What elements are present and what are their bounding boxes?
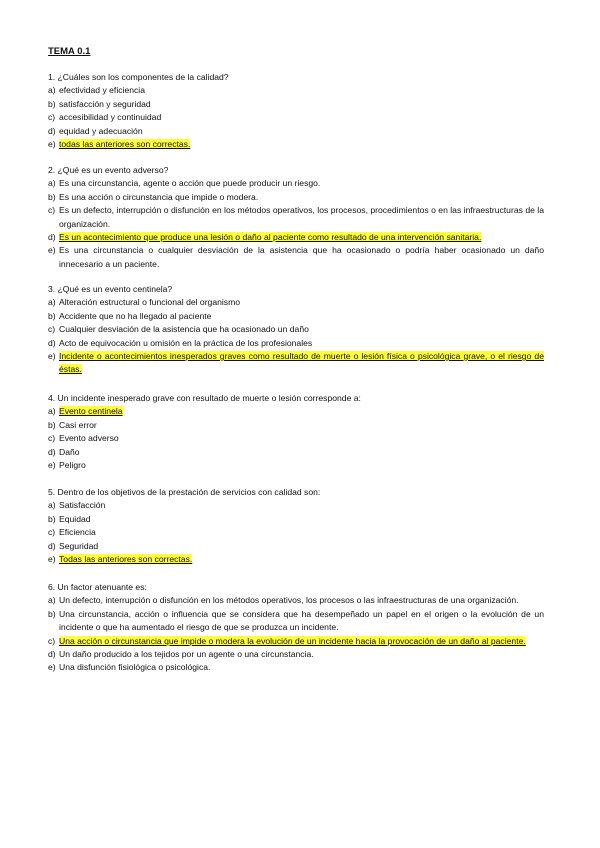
option-letter: b) — [48, 513, 56, 524]
option-b — [48, 310, 544, 323]
option-d — [48, 231, 544, 244]
question-5 — [48, 486, 544, 566]
option-text: Eficiencia — [59, 527, 96, 538]
option-c — [48, 323, 544, 336]
option-text: Un daño producido a los tejidos por un agente o una circunstancia. — [59, 649, 314, 660]
question-text: 2. ¿Qué es un evento adverso? — [48, 165, 169, 175]
option-letter: c) — [48, 635, 56, 646]
option-letter: c) — [48, 112, 56, 123]
option-letter: b) — [48, 98, 56, 109]
question-6 — [48, 581, 544, 675]
option-letter: b) — [48, 310, 56, 321]
option-d — [48, 125, 544, 138]
option-letter: a) — [48, 500, 56, 511]
option-text-correct: todas las anteriores son correctas. — [59, 139, 191, 150]
option-letter: e) — [48, 351, 56, 362]
option-a — [48, 499, 544, 512]
option-e — [48, 553, 544, 566]
option-letter: a) — [48, 297, 56, 308]
option-letter: e) — [48, 662, 56, 673]
question-1 — [48, 71, 544, 151]
option-text: Cualquier desviación de la asistencia que ha ocasionado un daño — [59, 324, 309, 335]
option-text: Peligro — [59, 460, 86, 471]
option-text-correct: Todas las anteriores son correctas. — [59, 554, 193, 565]
option-text: Seguridad — [59, 540, 99, 551]
question-text: 5. Dentro de los objetivos de la prestación de servicios con calidad son: — [48, 487, 321, 497]
question-2 — [48, 164, 544, 271]
option-text: equidad y adecuación — [59, 125, 143, 136]
option-letter: d) — [48, 125, 56, 136]
option-e — [48, 244, 544, 271]
option-letter: e) — [48, 139, 56, 150]
option-text: Evento adverso — [59, 433, 119, 444]
question-4 — [48, 392, 544, 472]
option-a — [48, 177, 544, 190]
option-text-correct: Incidente o acontecimientos inesperados graves como resultado de muerte o lesión física o psicológica grave, o el riesgo de éstas. — [59, 351, 544, 375]
option-a — [48, 405, 544, 418]
option-text: Es una circunstancia o cualquier desviación de la asistencia que ha ocasionado o podría haber ocasionado un daño innecesario a un paciente. — [59, 245, 544, 269]
question-text: 1. ¿Cuáles son los componentes de la calidad? — [48, 72, 229, 82]
question-text: 4. Un incidente inesperado grave con resultado de muerte o lesión corresponde a: — [48, 393, 361, 403]
option-b — [48, 419, 544, 432]
option-text: Acto de equivocación u omisión en la práctica de los profesionales — [59, 337, 313, 348]
option-b — [48, 608, 544, 635]
option-text: satisfacción y seguridad — [59, 98, 151, 109]
option-d — [48, 648, 544, 661]
option-e — [48, 661, 544, 674]
option-letter: d) — [48, 540, 56, 551]
option-text: Un defecto, interrupción o disfunción en los métodos operativos, los procesos o las infraestructuras de una organización. — [59, 595, 519, 606]
option-text-correct: Una acción o circunstancia que impide o modera la evolución de un incidente hacia la provocación de un daño al paciente. — [59, 635, 526, 646]
option-letter: c) — [48, 433, 56, 444]
question-text: 6. Un factor atenuante es: — [48, 582, 147, 592]
option-letter: d) — [48, 649, 56, 660]
option-e — [48, 138, 544, 151]
option-b — [48, 191, 544, 204]
question-3 — [48, 283, 544, 377]
option-letter: e) — [48, 554, 56, 565]
option-letter: a) — [48, 85, 56, 96]
option-text: Una disfunción fisiológica o psicológica. — [59, 662, 211, 673]
option-c — [48, 526, 544, 539]
option-letter: a) — [48, 178, 56, 189]
option-a — [48, 296, 544, 309]
option-letter: a) — [48, 595, 56, 606]
option-letter: c) — [48, 205, 56, 216]
option-letter: d) — [48, 446, 56, 457]
option-e — [48, 459, 544, 472]
option-c — [48, 111, 544, 124]
option-text-correct: Es un acontecimiento que produce una lesión o daño al paciente como resultado de una intervención sanitaria. — [59, 232, 482, 243]
option-text: Alteración estructural o funcional del organismo — [59, 297, 241, 308]
option-text: Una circunstancia, acción o influencia que se considera que ha desempeñado un papel en el origen o la evolución de un incidente o que ha aumentado el riesgo de que se produzca un incidente. — [59, 608, 544, 633]
option-text: Es una circunstancia, agente o acción que puede producir un riesgo. — [59, 178, 321, 189]
option-text: Es una acción o circunstancia que impide o modera. — [59, 191, 259, 202]
option-c — [48, 204, 544, 231]
option-text: Casi error — [59, 419, 97, 430]
option-text: Satisfacción — [59, 500, 106, 511]
option-a — [48, 84, 544, 97]
option-letter: d) — [48, 232, 56, 243]
option-text: efectividad y eficiencia — [59, 85, 145, 96]
option-d — [48, 446, 544, 459]
option-letter: c) — [48, 527, 56, 538]
option-d — [48, 337, 544, 350]
option-letter: c) — [48, 324, 56, 335]
option-letter: b) — [48, 419, 56, 430]
option-c — [48, 635, 544, 648]
option-letter: e) — [48, 460, 56, 471]
option-b — [48, 513, 544, 526]
option-letter: b) — [48, 191, 56, 202]
option-text: accesibilidad y continuidad — [59, 112, 162, 123]
document-title: TEMA 0.1 — [48, 46, 91, 57]
option-text: Daño — [59, 446, 80, 457]
option-letter: a) — [48, 406, 56, 417]
option-text: Equidad — [59, 513, 91, 524]
option-text: Es un defecto, interrupción o disfunción en los métodos operativos, los procesos, procedimientos o en las infraestructuras de la organización. — [59, 205, 544, 229]
question-text: 3. ¿Qué es un evento centinela? — [48, 284, 173, 294]
option-d — [48, 540, 544, 553]
option-c — [48, 432, 544, 445]
option-text: Accidente que no ha llegado al paciente — [59, 310, 212, 321]
option-letter: b) — [48, 608, 56, 619]
option-text-correct: Evento centinela — [59, 406, 123, 417]
option-b — [48, 98, 544, 111]
option-letter: e) — [48, 245, 56, 256]
option-e — [48, 350, 544, 377]
option-letter: d) — [48, 337, 56, 348]
option-a — [48, 594, 544, 607]
